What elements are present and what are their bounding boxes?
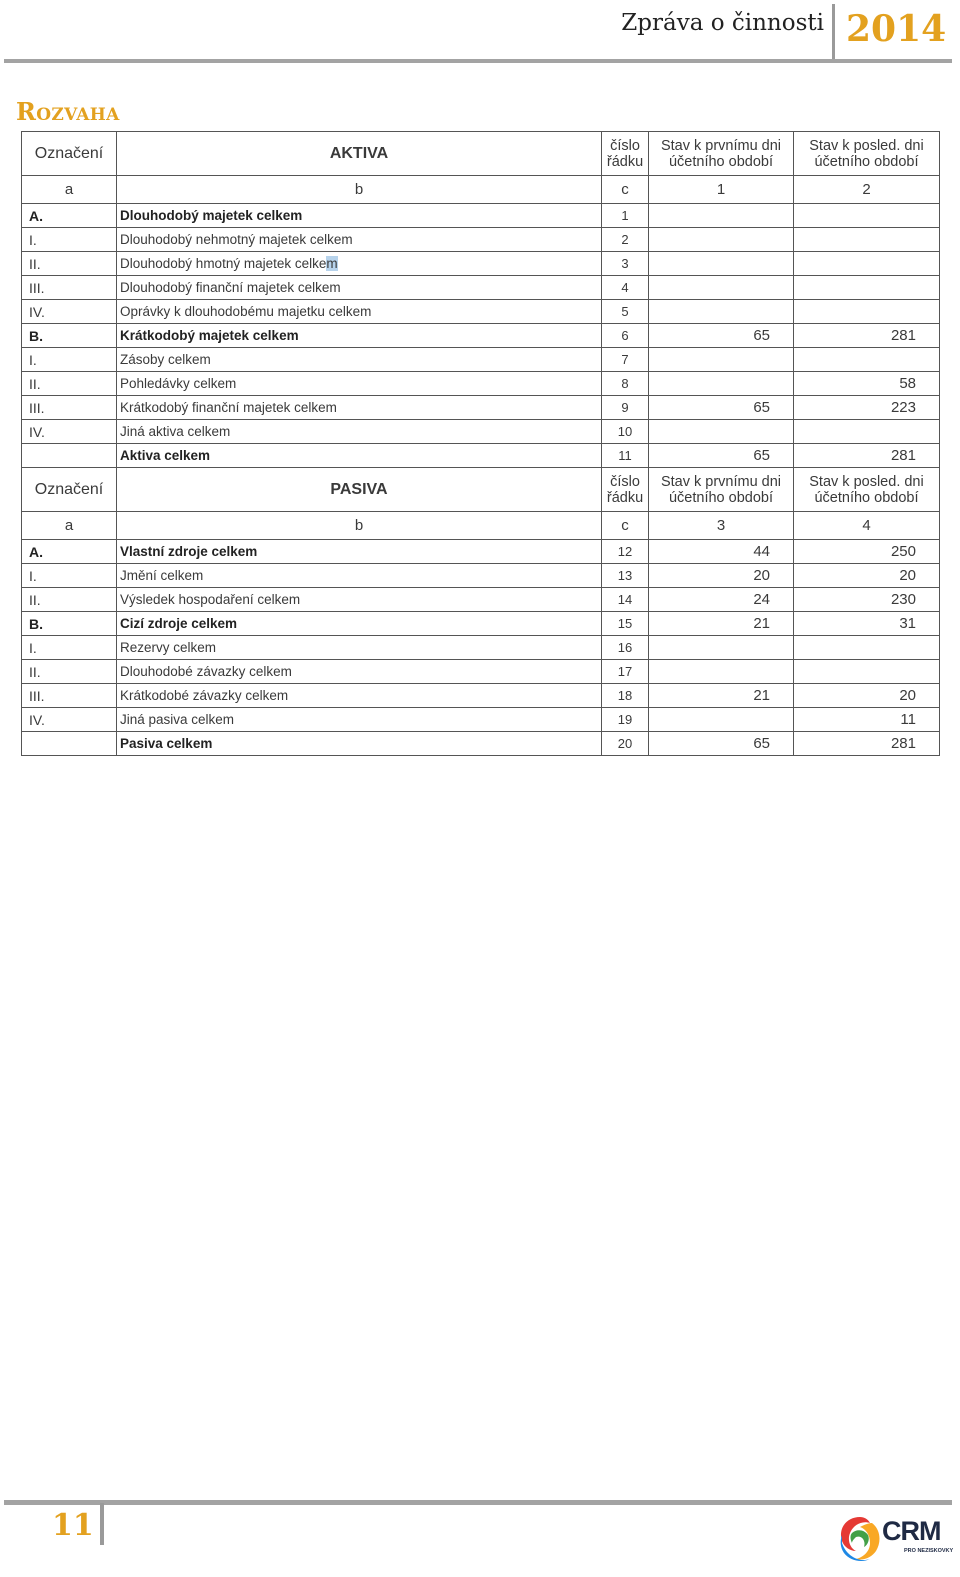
value-last-day: 31 xyxy=(794,612,940,636)
row-name: Jiná aktiva celkem xyxy=(117,420,602,444)
row-name: Cizí zdroje celkem xyxy=(117,612,602,636)
index-cell: 3 xyxy=(649,512,794,540)
column-header-row-number: číslo řádku xyxy=(602,468,649,512)
value-first-day xyxy=(649,252,794,276)
row-number: 20 xyxy=(602,732,649,756)
value-first-day xyxy=(649,204,794,228)
aktiva-row xyxy=(22,276,940,300)
row-name: Krátkodobý majetek celkem xyxy=(117,324,602,348)
pasiva-index-row xyxy=(22,512,940,540)
row-code: IV. xyxy=(22,300,117,324)
report-year: 2014 xyxy=(846,8,947,50)
row-number: 9 xyxy=(602,396,649,420)
row-code: I. xyxy=(22,228,117,252)
header-rule xyxy=(4,59,952,63)
value-last-day: 281 xyxy=(794,732,940,756)
aktiva-section xyxy=(22,132,940,468)
value-first-day: 65 xyxy=(649,732,794,756)
value-last-day xyxy=(794,348,940,372)
index-cell: c xyxy=(602,512,649,540)
row-number: 18 xyxy=(602,684,649,708)
crm-logo xyxy=(836,1513,952,1565)
column-header-last-day: Stav k posled. dni účetního období xyxy=(794,132,940,176)
value-last-day xyxy=(794,252,940,276)
row-code: II. xyxy=(22,252,117,276)
column-header-aktiva: AKTIVA xyxy=(117,132,602,176)
aktiva-row xyxy=(22,228,940,252)
value-last-day xyxy=(794,660,940,684)
index-cell: a xyxy=(22,176,117,204)
value-first-day: 65 xyxy=(649,444,794,468)
value-last-day: 281 xyxy=(794,444,940,468)
value-last-day xyxy=(794,420,940,444)
index-cell: b xyxy=(117,176,602,204)
row-name: Rezervy celkem xyxy=(117,636,602,660)
value-first-day xyxy=(649,300,794,324)
value-last-day xyxy=(794,204,940,228)
row-code: IV. xyxy=(22,420,117,444)
report-title: Zpráva o činnosti xyxy=(621,10,824,36)
row-name: Dlouhodobý finanční majetek celkem xyxy=(117,276,602,300)
row-number: 3 xyxy=(602,252,649,276)
row-code xyxy=(22,732,117,756)
crm-logo-text: CRM xyxy=(882,1516,941,1546)
value-first-day xyxy=(649,228,794,252)
index-cell: 1 xyxy=(649,176,794,204)
balance-sheet-table xyxy=(21,131,940,756)
value-last-day xyxy=(794,636,940,660)
value-last-day xyxy=(794,276,940,300)
row-number: 6 xyxy=(602,324,649,348)
row-name: Oprávky k dlouhodobému majetku celkem xyxy=(117,300,602,324)
row-name: Pasiva celkem xyxy=(117,732,602,756)
aktiva-index-row xyxy=(22,176,940,204)
crm-logo-icon xyxy=(836,1513,884,1565)
row-code: B. xyxy=(22,324,117,348)
pasiva-row xyxy=(22,612,940,636)
pasiva-row xyxy=(22,732,940,756)
column-header-code: Označení xyxy=(22,468,117,512)
row-code: II. xyxy=(22,372,117,396)
column-header-pasiva: PASIVA xyxy=(117,468,602,512)
value-last-day: 230 xyxy=(794,588,940,612)
value-first-day xyxy=(649,636,794,660)
row-name: Dlouhodobý majetek celkem xyxy=(117,204,602,228)
text-selection: m xyxy=(326,256,338,271)
row-number: 14 xyxy=(602,588,649,612)
row-code: III. xyxy=(22,276,117,300)
pasiva-row xyxy=(22,564,940,588)
index-cell: 2 xyxy=(794,176,940,204)
row-number: 16 xyxy=(602,636,649,660)
value-last-day xyxy=(794,228,940,252)
pasiva-section xyxy=(22,468,940,756)
value-first-day: 21 xyxy=(649,684,794,708)
row-number: 5 xyxy=(602,300,649,324)
value-last-day: 250 xyxy=(794,540,940,564)
pasiva-row xyxy=(22,588,940,612)
row-number: 1 xyxy=(602,204,649,228)
page-number: 11 xyxy=(52,1508,94,1543)
row-number: 11 xyxy=(602,444,649,468)
aktiva-row xyxy=(22,204,940,228)
row-number: 19 xyxy=(602,708,649,732)
value-first-day: 65 xyxy=(649,324,794,348)
value-last-day: 11 xyxy=(794,708,940,732)
row-number: 8 xyxy=(602,372,649,396)
value-first-day xyxy=(649,660,794,684)
value-first-day: 24 xyxy=(649,588,794,612)
value-first-day: 44 xyxy=(649,540,794,564)
row-code: III. xyxy=(22,684,117,708)
row-code: I. xyxy=(22,348,117,372)
row-code: III. xyxy=(22,396,117,420)
row-number: 17 xyxy=(602,660,649,684)
pasiva-row xyxy=(22,540,940,564)
column-header-row-number: číslo řádku xyxy=(602,132,649,176)
pasiva-row xyxy=(22,636,940,660)
row-code: II. xyxy=(22,588,117,612)
value-first-day xyxy=(649,708,794,732)
column-header-first-day: Stav k prvnímu dni účetního období xyxy=(649,132,794,176)
aktiva-row xyxy=(22,372,940,396)
aktiva-row xyxy=(22,300,940,324)
value-first-day xyxy=(649,348,794,372)
value-last-day xyxy=(794,300,940,324)
row-code: A. xyxy=(22,540,117,564)
value-last-day: 20 xyxy=(794,684,940,708)
row-code: B. xyxy=(22,612,117,636)
aktiva-row xyxy=(22,396,940,420)
row-name: Zásoby celkem xyxy=(117,348,602,372)
row-name: Krátkodobé závazky celkem xyxy=(117,684,602,708)
row-name: Vlastní zdroje celkem xyxy=(117,540,602,564)
value-first-day: 21 xyxy=(649,612,794,636)
value-first-day xyxy=(649,276,794,300)
row-code: A. xyxy=(22,204,117,228)
value-last-day: 281 xyxy=(794,324,940,348)
value-first-day: 65 xyxy=(649,396,794,420)
pasiva-row xyxy=(22,660,940,684)
footer-separator xyxy=(100,1503,104,1545)
value-first-day xyxy=(649,372,794,396)
row-name-text: Dlouhodobý hmotný majetek celke xyxy=(120,256,327,271)
row-name: Výsledek hospodaření celkem xyxy=(117,588,602,612)
row-name: Jiná pasiva celkem xyxy=(117,708,602,732)
aktiva-row xyxy=(22,252,940,276)
value-first-day xyxy=(649,420,794,444)
index-cell: 4 xyxy=(794,512,940,540)
footer-rule xyxy=(4,1500,952,1505)
value-last-day: 20 xyxy=(794,564,940,588)
aktiva-row xyxy=(22,348,940,372)
row-number: 12 xyxy=(602,540,649,564)
crm-logo-subtext: PRO NEZISKOVKY xyxy=(904,1548,954,1554)
aktiva-row xyxy=(22,324,940,348)
row-number: 7 xyxy=(602,348,649,372)
index-cell: b xyxy=(117,512,602,540)
column-header-code: Označení xyxy=(22,132,117,176)
row-name: Dlouhodobý nehmotný majetek celkem xyxy=(117,228,602,252)
row-name: Dlouhodobé závazky celkem xyxy=(117,660,602,684)
row-name xyxy=(117,252,602,276)
row-code xyxy=(22,444,117,468)
header-separator xyxy=(832,4,835,62)
row-name: Aktiva celkem xyxy=(117,444,602,468)
row-number: 13 xyxy=(602,564,649,588)
row-name: Pohledávky celkem xyxy=(117,372,602,396)
pasiva-row xyxy=(22,708,940,732)
aktiva-row xyxy=(22,420,940,444)
row-number: 4 xyxy=(602,276,649,300)
index-cell: a xyxy=(22,512,117,540)
value-first-day: 20 xyxy=(649,564,794,588)
pasiva-header-row xyxy=(22,468,940,512)
page-header xyxy=(0,0,960,66)
row-code: IV. xyxy=(22,708,117,732)
row-code: I. xyxy=(22,564,117,588)
section-title: Rozvaha xyxy=(16,97,120,126)
aktiva-header-row xyxy=(22,132,940,176)
row-name: Krátkodobý finanční majetek celkem xyxy=(117,396,602,420)
value-last-day: 223 xyxy=(794,396,940,420)
aktiva-row xyxy=(22,444,940,468)
row-number: 2 xyxy=(602,228,649,252)
row-number: 10 xyxy=(602,420,649,444)
row-name: Jmění celkem xyxy=(117,564,602,588)
index-cell: c xyxy=(602,176,649,204)
row-number: 15 xyxy=(602,612,649,636)
row-code: II. xyxy=(22,660,117,684)
value-last-day: 58 xyxy=(794,372,940,396)
column-header-first-day: Stav k prvnímu dni účetního období xyxy=(649,468,794,512)
pasiva-row xyxy=(22,684,940,708)
column-header-last-day: Stav k posled. dni účetního období xyxy=(794,468,940,512)
row-code: I. xyxy=(22,636,117,660)
